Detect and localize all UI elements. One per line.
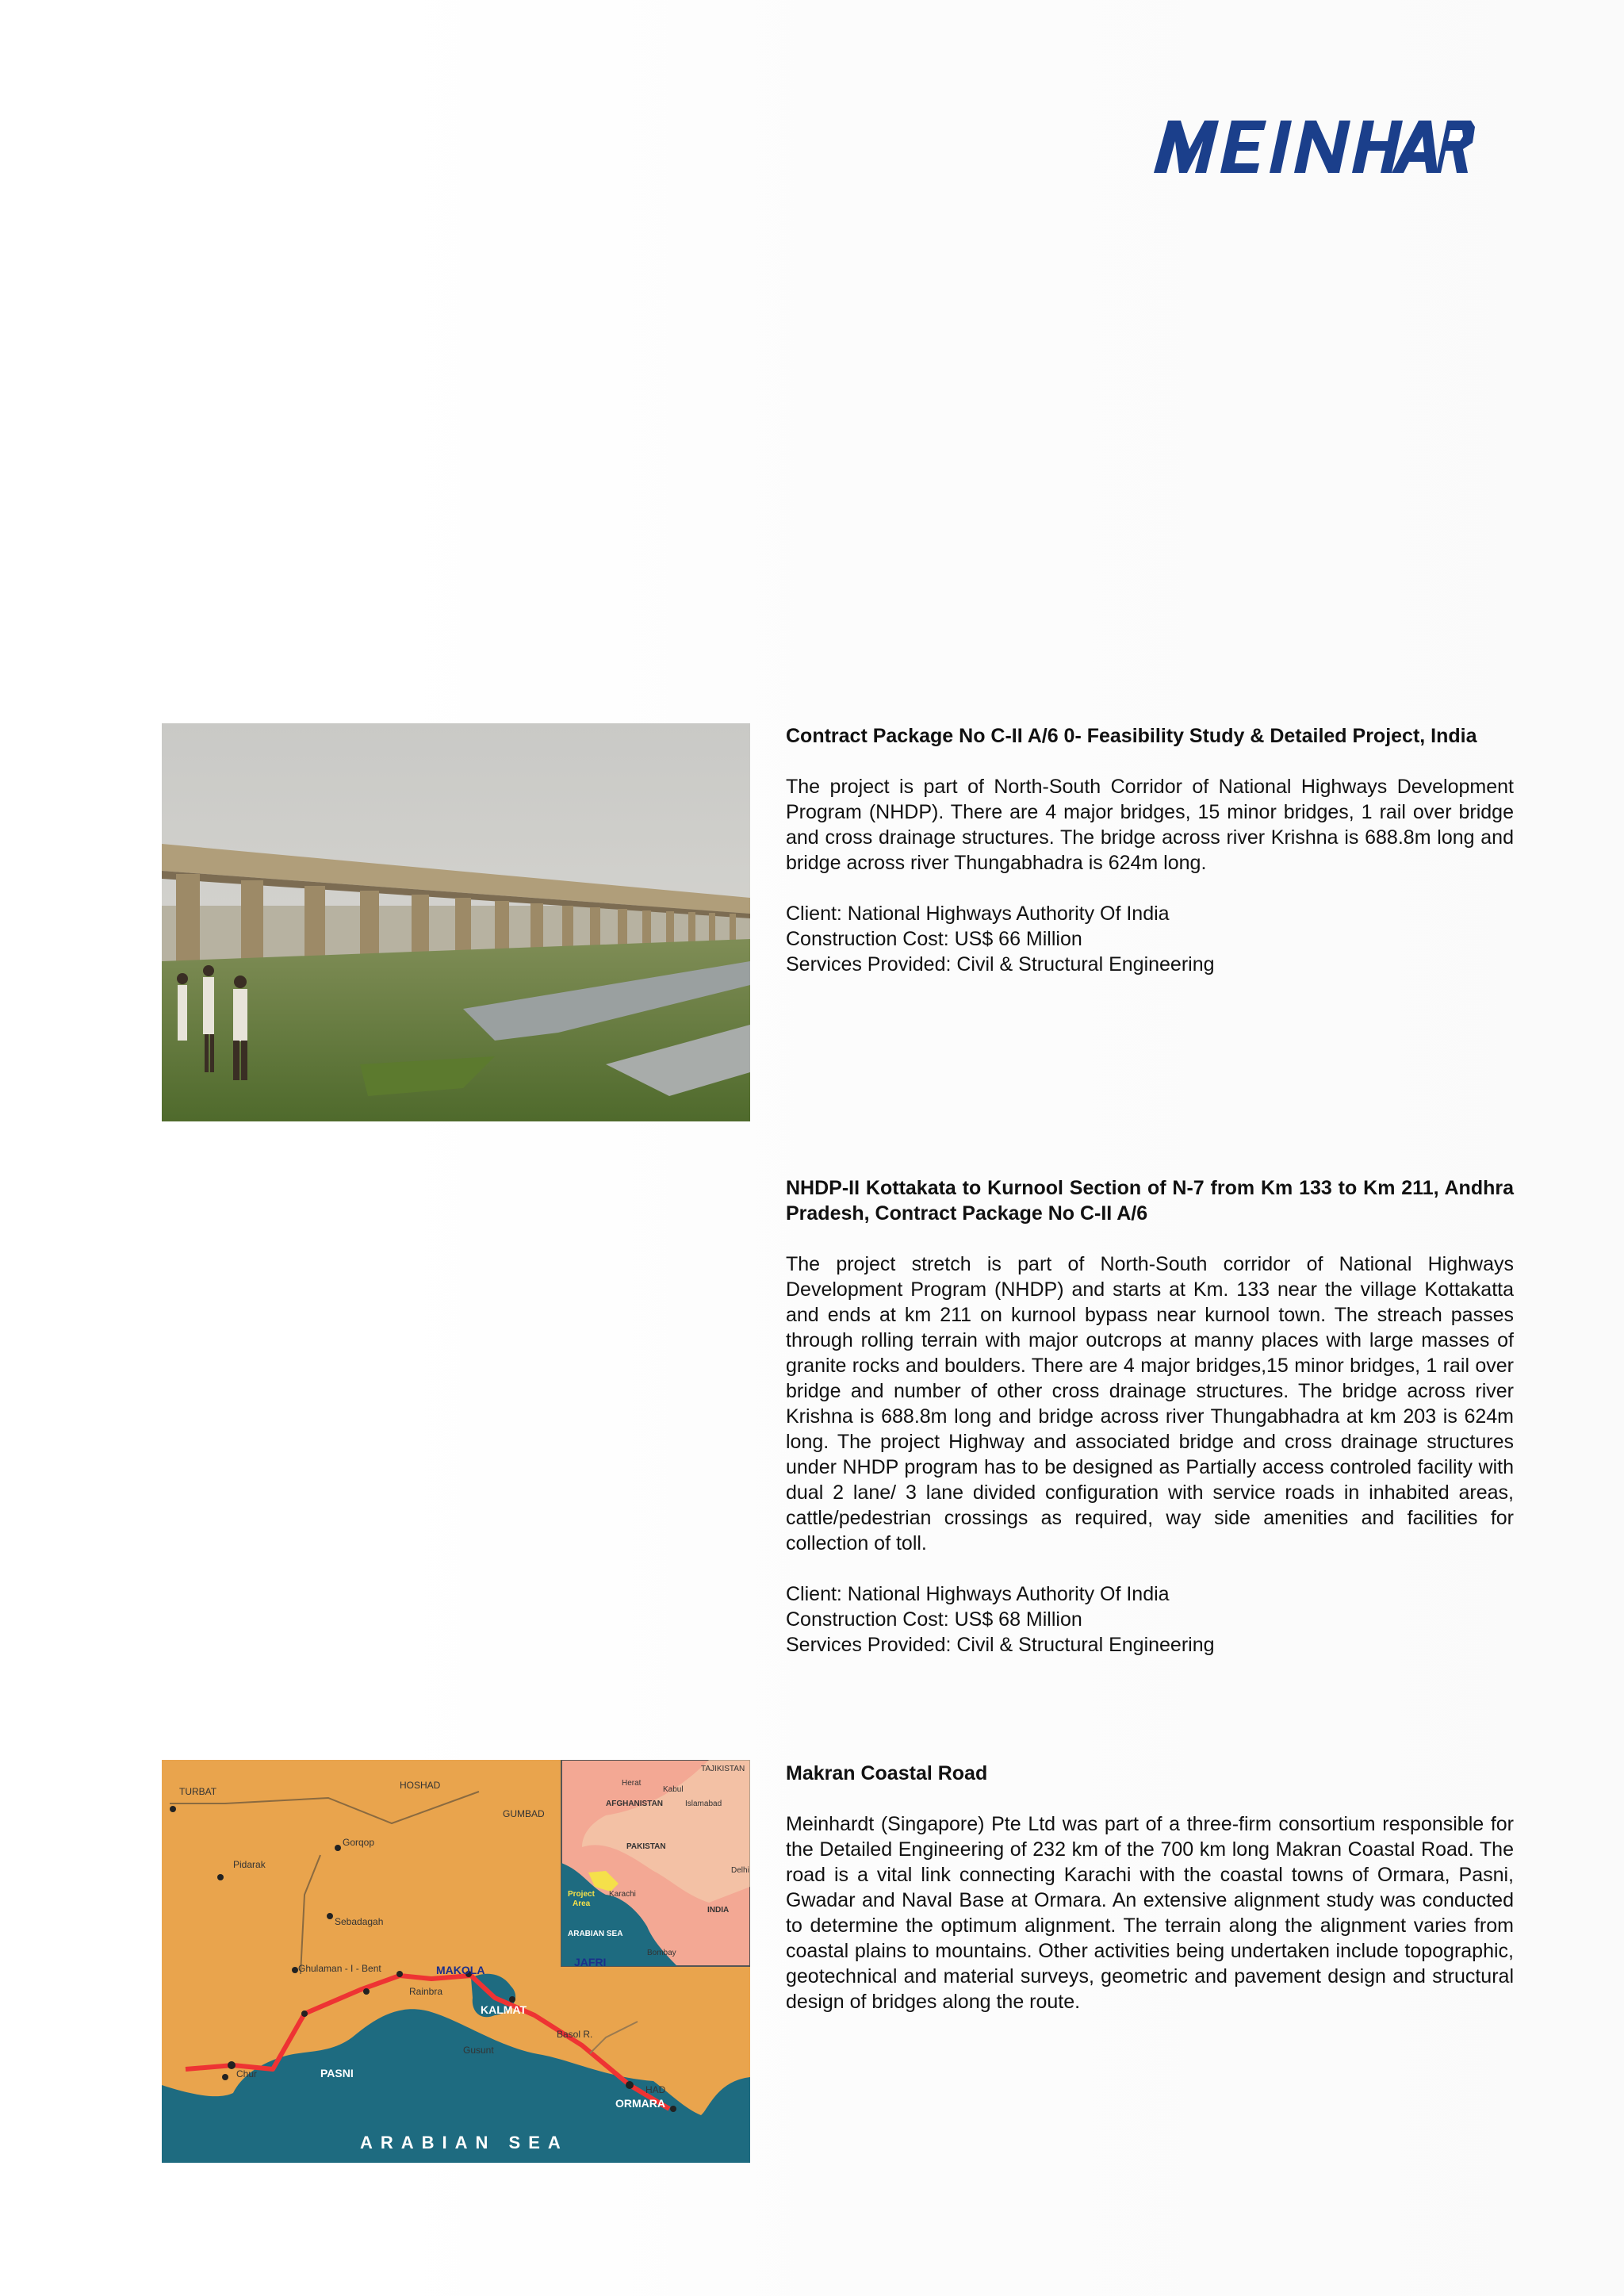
svg-text:KALMAT: KALMAT [481,2003,527,2016]
project-description: The project stretch is part of North-South corridor of National Highways Development Program (NHDP) and starts at Km. 133 near the village Kottakatta and ends at km 211 on kurnool bypass near kurnool town. The streach passes through rolling terrain with major outcrops at manny places with large masses of granite rocks and boulders. There are 4 major bridges,15 minor bridges, 1 rail over bridge and number of other cross drainage structures. The bridge across river Krishna is 688.8m long and bridge across river Thungabhadra at km 203 is 624m long. The project Highway and associated bridge and cross drainage structures under NHDP program has to be designed as Partially access controled facility with dual 2 lane/ 3 lane divided configuration with service roads in inhabited areas, cattle/pedestrian crossings as required, way side amenities and facilities for collection of toll. [786,1253,1514,1554]
svg-text:Pidarak: Pidarak [233,1859,266,1870]
svg-text:ARABIAN SEA: ARABIAN SEA [568,1930,623,1938]
logo-text [0,0,1,1]
svg-text:Herat: Herat [622,1779,642,1788]
cost-line: Construction Cost: US$ 66 Million [786,928,1082,950]
svg-text:Delhi: Delhi [731,1866,749,1875]
client-line: Client: National Highways Authority Of India [786,1583,1170,1605]
svg-text:ARABIAN SEA: ARABIAN SEA [360,2133,569,2152]
svg-text:Islamabad: Islamabad [685,1800,722,1808]
svg-text:GUMBAD: GUMBAD [503,1808,545,1819]
svg-text:Gorqop: Gorqop [343,1837,375,1848]
project-title: Contract Package No C-II A/6 0- Feasibility Study & Detailed Project, India [786,725,1477,747]
svg-text:INDIA: INDIA [707,1906,730,1915]
svg-text:MAKOLA: MAKOLA [436,1964,485,1976]
project-title: NHDP-II Kottakata to Kurnool Section of N-7 from Km 133 to Km 211, Andhra Pradesh, Contract Package No C-II A/6 [786,1177,1514,1225]
meinhardt-logo [1154,119,1475,174]
services-line: Services Provided: Civil & Structural Engineering [786,1634,1215,1656]
svg-text:Gusunt: Gusunt [463,2045,494,2056]
bridge-photo [162,723,750,1121]
cost-line: Construction Cost: US$ 68 Million [786,1608,1082,1631]
svg-text:PAKISTAN: PAKISTAN [626,1842,666,1851]
svg-text:Rainbra: Rainbra [409,1986,443,1997]
svg-text:JAFRI: JAFRI [574,1956,607,1968]
svg-text:Bombay: Bombay [647,1949,676,1957]
svg-text:HAD: HAD [645,2084,666,2095]
svg-text:TAJIKISTAN: TAJIKISTAN [701,1765,745,1773]
svg-text:HOSHAD: HOSHAD [400,1780,441,1791]
svg-text:TURBAT: TURBAT [179,1786,217,1797]
project-2 [786,1175,1514,1658]
project-description: The project is part of North-South Corridor of National Highways Development Program (NHDP). There are 4 major bridges, 15 minor bridges, 1 rail over bridge and cross drainage structures. The bridge across river Krishna is 688.8m long and bridge across river Thungabhadra is 624m long. [786,776,1514,874]
svg-text:Ghulaman - I - Bent: Ghulaman - I - Bent [298,1963,381,1974]
svg-text:Chur: Chur [236,2068,258,2079]
svg-text:Sebadagah: Sebadagah [335,1916,384,1927]
project-title: Makran Coastal Road [786,1762,988,1784]
makran-map [162,1760,750,2163]
project-3 [786,1761,1514,2014]
client-line: Client: National Highways Authority Of India [786,903,1170,925]
services-line: Services Provided: Civil & Structural Engineering [786,953,1215,976]
project-1 [786,723,1514,977]
svg-text:PASNI: PASNI [320,2067,354,2079]
svg-text:Basol R.: Basol R. [557,2029,593,2040]
svg-text:Area: Area [573,1899,591,1908]
svg-text:Karachi: Karachi [609,1890,636,1899]
svg-text:ORMARA: ORMARA [615,2097,665,2110]
svg-text:AFGHANISTAN: AFGHANISTAN [606,1800,664,1808]
svg-text:Kabul: Kabul [663,1785,684,1794]
svg-text:Project: Project [568,1890,595,1899]
project-description: Meinhardt (Singapore) Pte Ltd was part of a three-firm consortium responsible for the Detailed Engineering of 232 km of the 700 km long Makran Coastal Road. The road is a vital link connecting Karachi with the coastal towns of Ormara, Pasni, Gwadar and Naval Base at Ormara. An extensive alignment study was conducted to determine the optimum alignment. The terrain along the alignment varies from coastal plains to mountains. Other activities being undertaken include topographic, geotechnical and material surveys, geometric and pavement design and structural design of bridges along the route. [786,1813,1514,2013]
